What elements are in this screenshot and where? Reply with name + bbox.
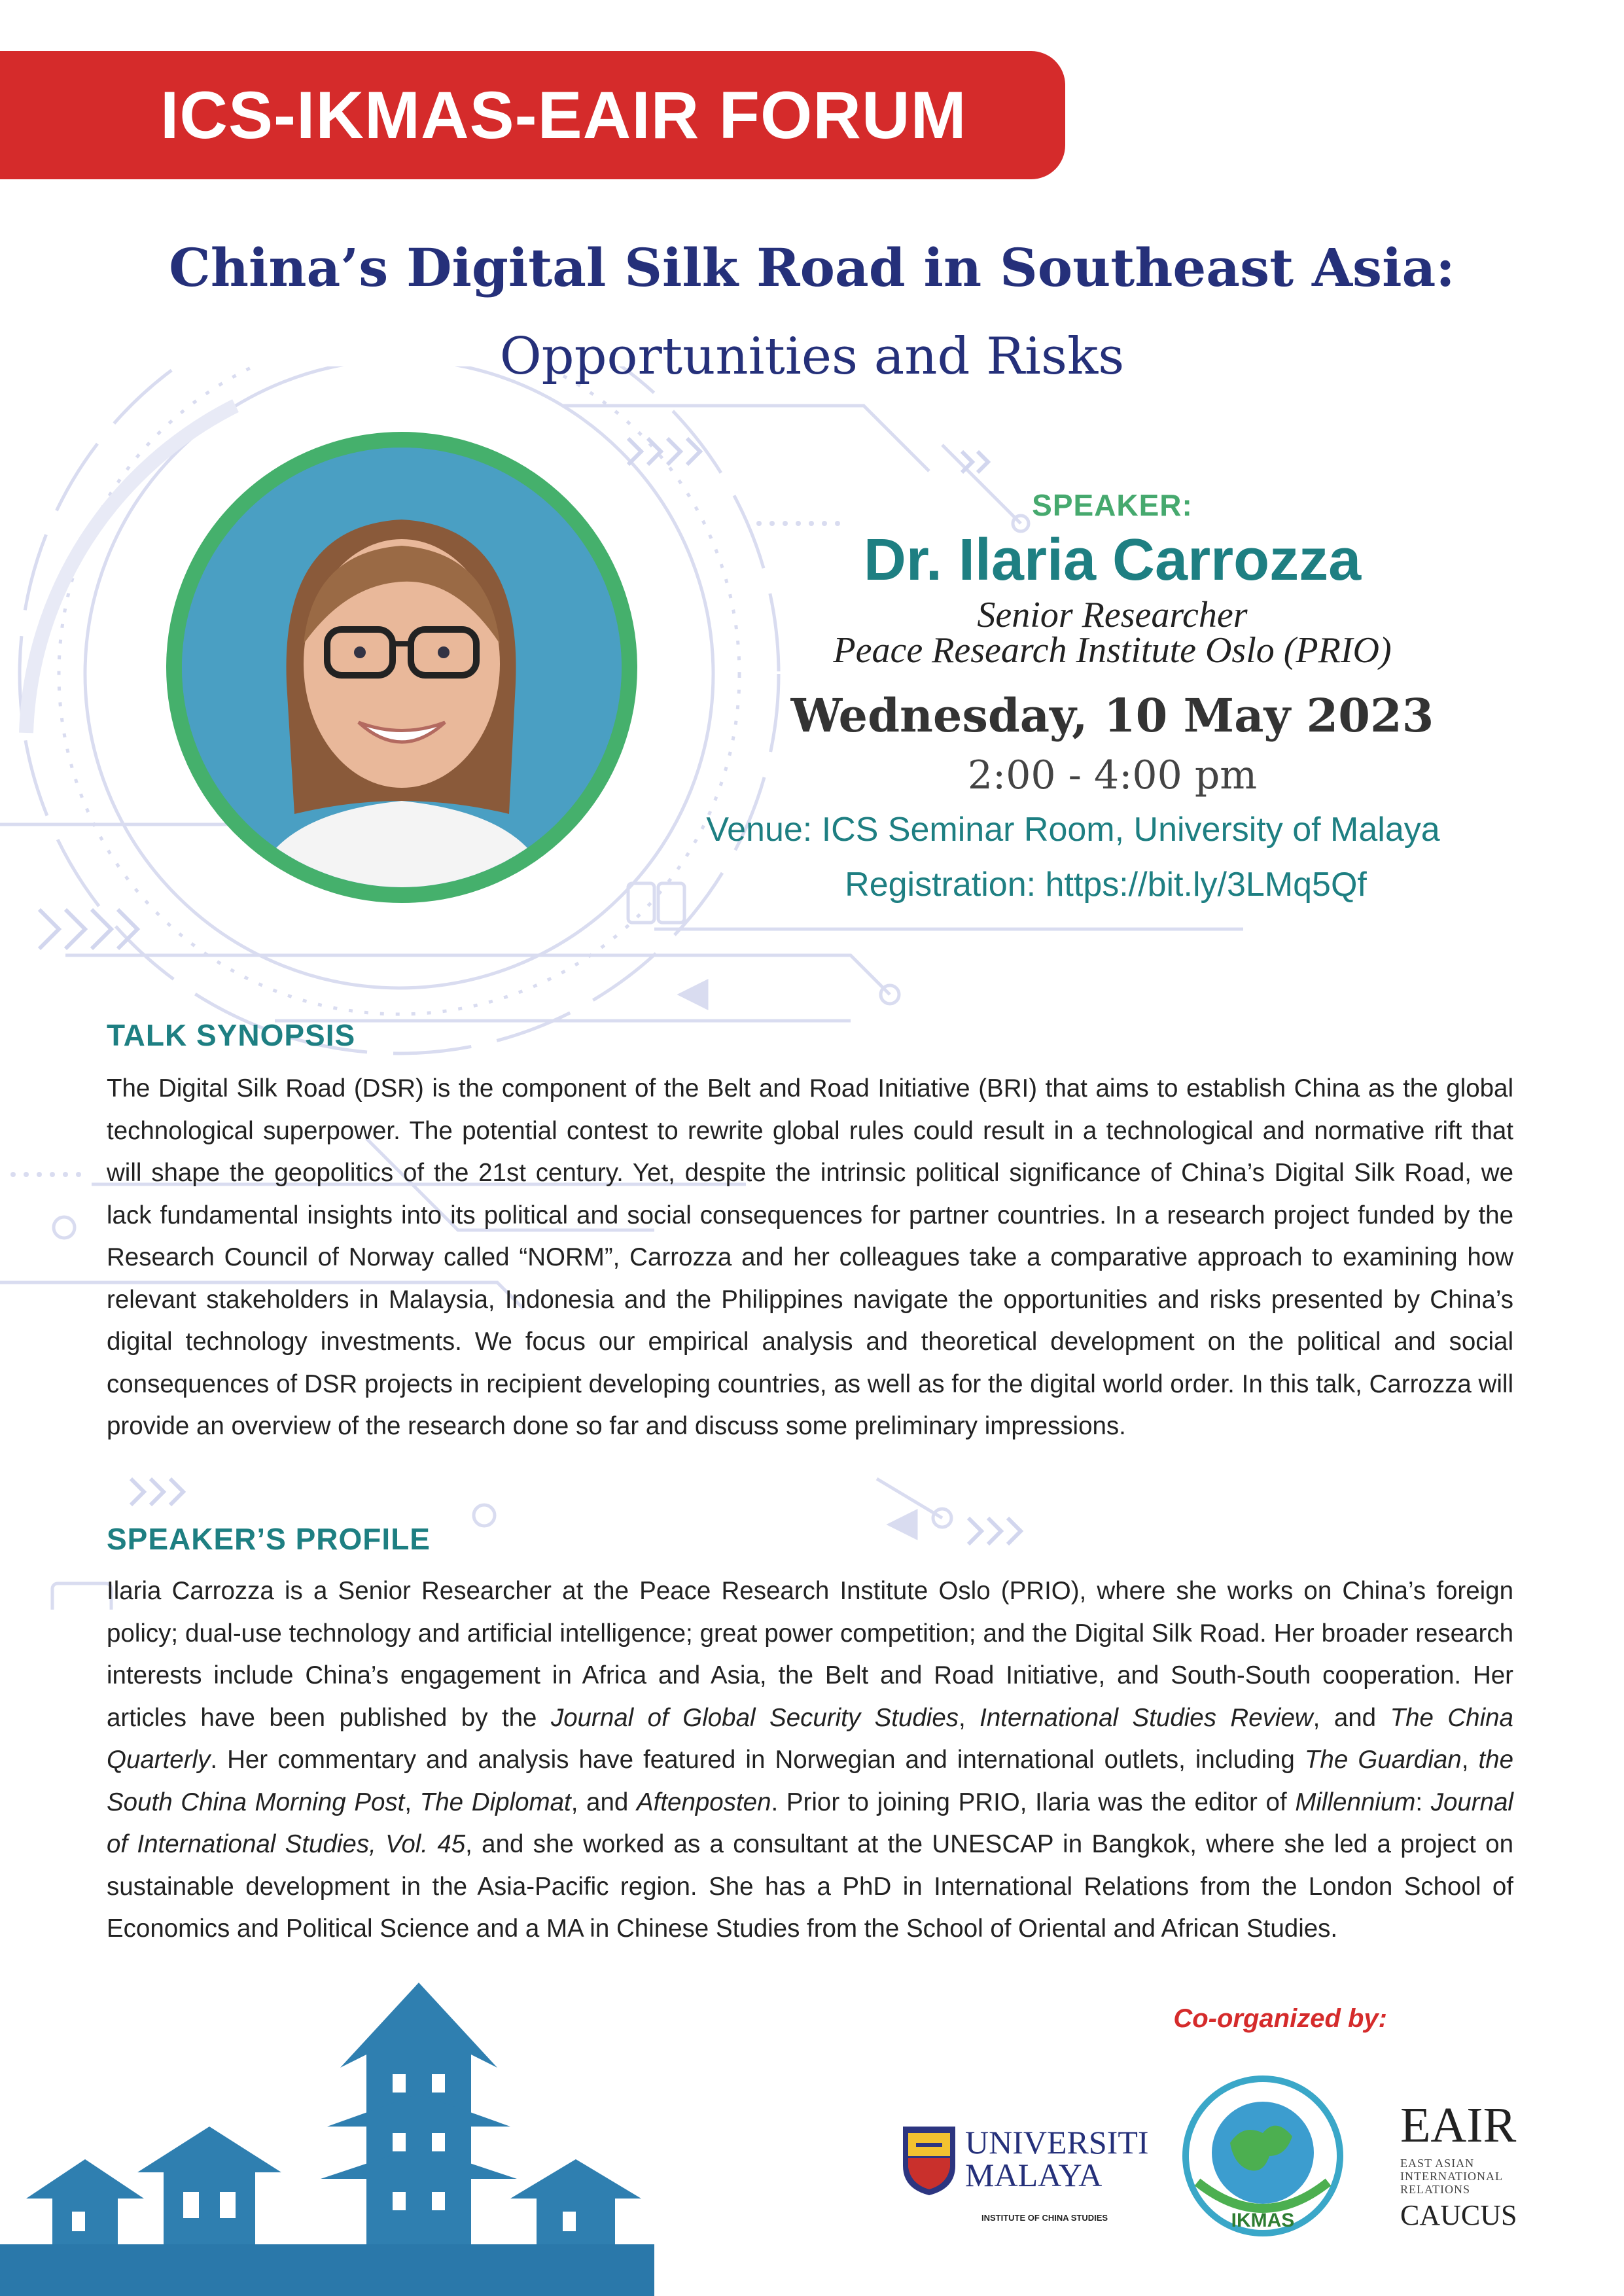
event-title-line2: Opportunities and Risks: [499, 327, 1125, 386]
speaker-role: Senior Researcher: [977, 595, 1248, 635]
ikmas-logo-icon: [1178, 2071, 1348, 2241]
coorganized-label: Co-organized by:: [1173, 2004, 1387, 2033]
profile-heading: SPEAKER’S PROFILE: [107, 1522, 431, 1556]
speaker-photo: [166, 432, 637, 903]
eair-line3: RELATIONS: [1400, 2183, 1470, 2196]
eair-line1: EAST ASIAN: [1400, 2157, 1475, 2170]
eair-caucus: CAUCUS: [1400, 2199, 1517, 2231]
event-time: 2:00 - 4:00 pm: [967, 752, 1258, 798]
event-venue: Venue: ICS Seminar Room, University of Malaya: [706, 811, 1440, 849]
um-name-line2: MALAYA: [965, 2157, 1103, 2193]
registration-link[interactable]: Registration: https://bit.ly/3LMq5Qf: [845, 866, 1367, 904]
profile-text: Ilaria Carrozza is a Senior Researcher at the Peace Research Institute Oslo (PRIO), where she works on China’s foreign policy; dual-use technology and artificial intelligence; great power competition; and the Digital Silk Road. Her broader research interests include China’s engagement in Africa and Asia, the Belt and Road Initiative, and South-South cooperation. Her articles have been published by the Journal of Global Security Studies, International Studies Review, and The China Quarterly. Her commentary and analysis have featured in Norwegian and international outlets, including The Guardian, the South China Morning Post, The Diplomat, and Aftenposten. Prior to joining PRIO, Ilaria was the editor of Millennium: Journal of International Studies, Vol. 45, and she worked as a consultant at the UNESCAP in Bangkok, where she led a project on sustainable development in the Asia-Pacific region. She has a PhD in International Relations from the London School of Economics and Political Science and a MA in Chinese Studies from the School of Oriental and African Studies.: [107, 1577, 1513, 1943]
eair-title: EAIR: [1400, 2098, 1517, 2153]
synopsis-text: The Digital Silk Road (DSR) is the component of the Belt and Road Initiative (BRI) that aims to establish China as the global technological superpower. The potential contest to rewrite global rules could result in a technological and normative rift that will shape the geopolitics of the 21st century. Yet, despite the intrinsic political significance of China’s Digital Silk Road, we lack fundamental insights into its political and social consequences for partner countries. In a research project funded by the Research Council of Norway called “NORM”, Carrozza and her colleagues take a comparative approach to examining how relevant stakeholders in Malaysia, Indonesia and the Philippines navigate the opportunities and risks presented by China’s digital technology investments. We focus our empirical analysis and theoretical development on the political and social consequences of DSR projects in recipient developing countries, as well as for the digital world order. In this talk, Carrozza will provide an overview of the research done so far and discuss some preliminary impressions.: [107, 1074, 1513, 1440]
event-title-line1: China’s Digital Silk Road in Southeast Asia:: [169, 237, 1455, 298]
forum-banner-text: ICS-IKMAS-EAIR FORUM: [160, 78, 967, 152]
synopsis-heading: TALK SYNOPSIS: [107, 1018, 356, 1052]
event-date: Wednesday, 10 May 2023: [790, 688, 1434, 743]
um-subtitle: INSTITUTE OF CHINA STUDIES: [981, 2213, 1108, 2223]
um-name-line1: UNIVERSITI: [965, 2124, 1149, 2161]
eair-line2: INTERNATIONAL: [1400, 2170, 1503, 2183]
universiti-malaya-crest-icon: [896, 2120, 962, 2199]
speaker-name: Dr. Ilaria Carrozza: [863, 527, 1362, 593]
speaker-institution: Peace Research Institute Oslo (PRIO): [833, 630, 1392, 671]
pagoda-skyline-icon: [0, 1963, 654, 2296]
speaker-portrait-icon: [182, 448, 622, 887]
speaker-label: SPEAKER:: [1032, 488, 1193, 522]
ikmas-logo-text: IKMAS: [1231, 2210, 1295, 2231]
